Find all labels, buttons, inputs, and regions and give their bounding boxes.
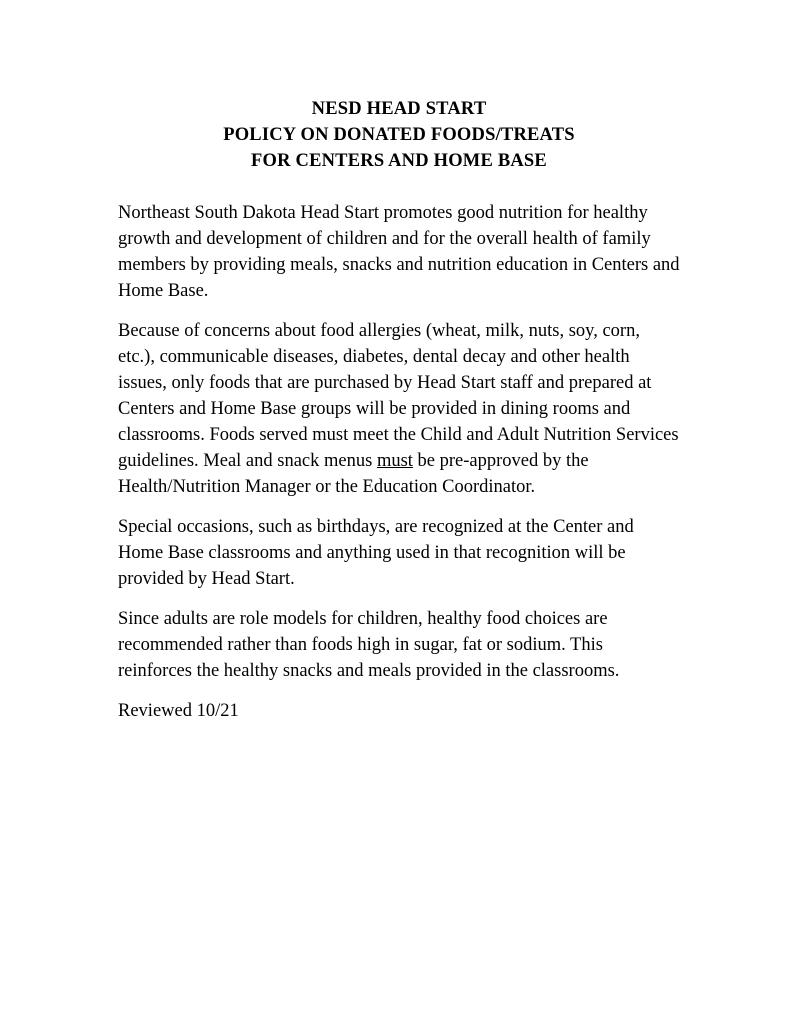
title-line-2: POLICY ON DONATED FOODS/TREATS xyxy=(223,125,575,145)
title-line-3: FOR CENTERS AND HOME BASE xyxy=(251,151,547,171)
document-title xyxy=(118,96,680,174)
paragraph-special-occasions: Special occasions, such as birthdays, are recognized at the Center and Home Base classrooms and anything used in that recognition will be provided by Head Start. xyxy=(118,517,634,589)
title-line-1: NESD HEAD START xyxy=(311,99,487,119)
paragraph-food-safety-policy xyxy=(118,318,680,500)
must-underlined-word: must xyxy=(376,451,413,471)
document-content xyxy=(118,96,680,738)
policy-text-after-must: be pre-approved by the Health/Nutrition Manager or the Education Coordinator. xyxy=(118,451,589,497)
policy-text-before-must: Because of concerns about food allergies (wheat, milk, nuts, soy, corn, etc.), communicable diseases, diabetes, dental decay and other health issues, only foods that are purchased by Head Start staff and prepared at Centers and Home Base groups will be provided in dining rooms and classrooms. Foods served must meet the Child and Adult Nutrition Services guidelines. Meal and snack menus xyxy=(118,321,679,471)
document-body xyxy=(118,200,680,724)
review-date: Reviewed 10/21 xyxy=(118,701,239,721)
paragraph-nutrition-mission: Northeast South Dakota Head Start promotes good nutrition for healthy growth and development of children and for the overall health of family members by providing meals, snacks and nutrition education in Centers and Home Base. xyxy=(118,203,680,301)
paragraph-role-models: Since adults are role models for children, healthy food choices are recommended rather than foods high in sugar, fat or sodium. This reinforces the healthy snacks and meals provided in the classrooms. xyxy=(118,609,620,681)
